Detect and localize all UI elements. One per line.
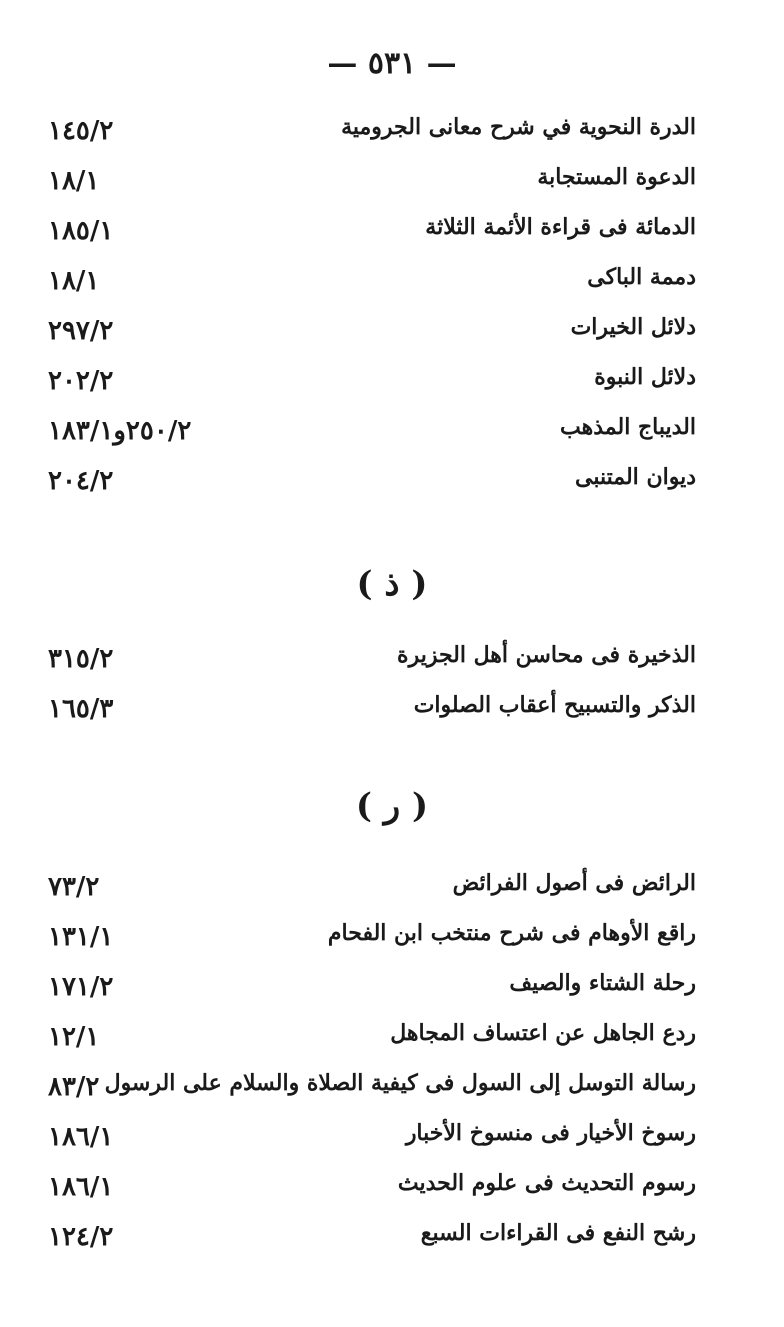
- entry-reference: ٣١٥/٢: [48, 644, 114, 674]
- entry-title: رسوم التحديث فى علوم الحديث: [397, 1170, 696, 1196]
- entry-reference: ١٤٥/٢: [48, 116, 114, 146]
- entry-title: الدمائة فى قراءة الأئمة الثلاثة: [425, 214, 696, 240]
- entry-reference: ٢٠٤/٢: [48, 466, 114, 496]
- index-entry: [0, 212, 784, 262]
- entry-title: الدعوة المستجابة: [537, 164, 696, 190]
- index-entry: [0, 1118, 784, 1168]
- entry-title: ردع الجاهل عن اعتساف المجاهل: [390, 1020, 696, 1046]
- entry-title: الذكر والتسبيح أعقاب الصلوات: [413, 692, 696, 718]
- entry-title: الرائض فى أصول الفرائض: [452, 870, 696, 896]
- entry-reference: ٧٣/٢: [48, 872, 100, 902]
- entry-title: دلائل النبوة: [594, 364, 696, 390]
- letter-heading-dhal: ( ذ ): [356, 564, 428, 604]
- entry-title: دممة الباكى: [587, 264, 696, 290]
- index-entry: [0, 1068, 784, 1118]
- index-entry: [0, 262, 784, 312]
- entry-title: رشح النفع فى القراءات السبع: [420, 1220, 696, 1246]
- entry-title: رسالة التوسل إلى السول فى كيفية الصلاة والسلام على الرسول: [104, 1070, 696, 1096]
- index-entry: [0, 968, 784, 1018]
- index-entry: [0, 162, 784, 212]
- entry-title: الديباج المذهب: [560, 414, 696, 440]
- entry-title: رسوخ الأخيار فى منسوخ الأخبار: [405, 1120, 696, 1146]
- index-entry: [0, 412, 784, 462]
- index-entry: [0, 462, 784, 512]
- index-entry: [0, 362, 784, 412]
- entry-reference: ١٣١/١: [48, 922, 114, 952]
- entry-title: الدرة النحوية في شرح معانى الجرومية: [341, 114, 696, 140]
- entry-reference: ١٢٤/٢: [48, 1222, 114, 1252]
- index-section-ra: [0, 868, 784, 1268]
- entry-title: الذخيرة فى محاسن أهل الجزيرة: [397, 642, 696, 668]
- index-entry: [0, 690, 784, 740]
- index-section-dhal: [0, 640, 784, 740]
- entry-title: رحلة الشتاء والصيف: [509, 970, 696, 996]
- index-section-dal: [0, 112, 784, 512]
- entry-reference: ١٦٥/٣: [48, 694, 114, 724]
- index-entry: [0, 312, 784, 362]
- entry-reference: ٢٠٢/٢: [48, 366, 114, 396]
- index-entry: [0, 640, 784, 690]
- entry-reference: ١٧١/٢: [48, 972, 114, 1002]
- entry-reference: ١٨٦/١: [48, 1122, 114, 1152]
- entry-title: ديوان المتنبى: [575, 464, 696, 490]
- index-entry: [0, 1168, 784, 1218]
- entry-reference: ١٨/١: [48, 166, 100, 196]
- entry-reference: ٢٥٠/٢و١٨٣/١: [48, 416, 192, 446]
- index-entry: [0, 918, 784, 968]
- letter-heading-ra: ( ر ): [355, 786, 429, 826]
- entry-reference: ١٨٦/١: [48, 1172, 114, 1202]
- entry-reference: ٨٣/٢: [48, 1072, 100, 1102]
- index-entry: [0, 868, 784, 918]
- entry-title: راقع الأوهام فى شرح منتخب ابن الفحام: [327, 920, 696, 946]
- index-entry: [0, 1218, 784, 1268]
- index-entry: [0, 1018, 784, 1068]
- entry-reference: ١٨٥/١: [48, 216, 114, 246]
- entry-reference: ١٢/١: [48, 1022, 100, 1052]
- entry-reference: ٢٩٧/٢: [48, 316, 114, 346]
- entry-title: دلائل الخيرات: [570, 314, 696, 340]
- entry-reference: ١٨/١: [48, 266, 100, 296]
- index-entry: [0, 112, 784, 162]
- page-number: — ٥٣١ —: [327, 46, 457, 81]
